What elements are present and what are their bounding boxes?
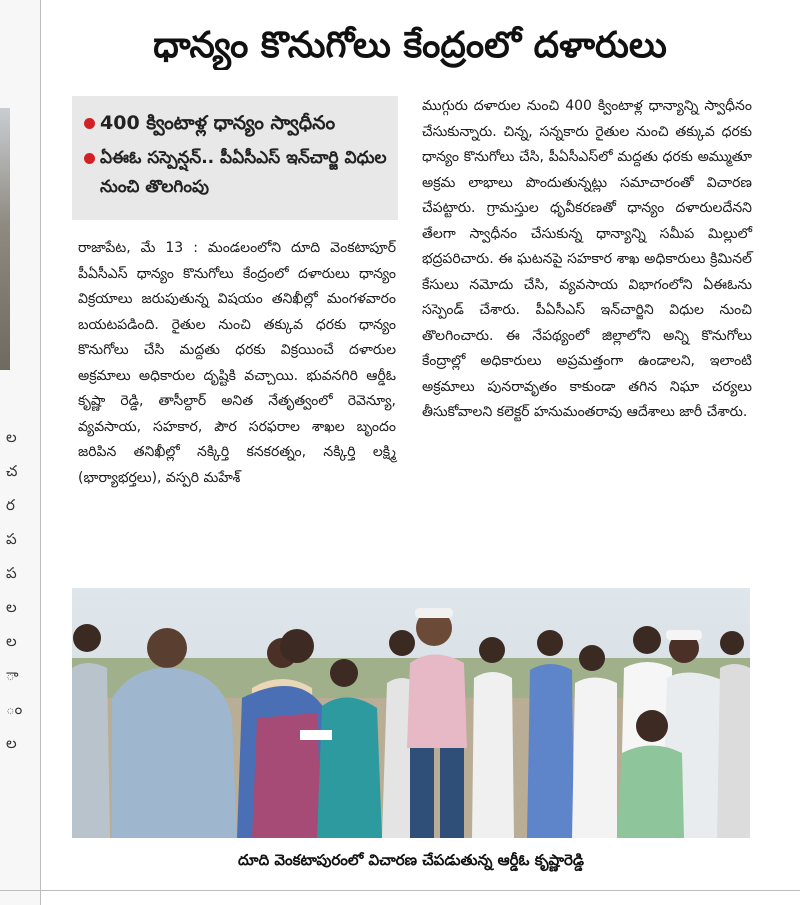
adjacent-fragment: ల [6, 632, 17, 650]
page-divider [0, 890, 800, 891]
news-photo-illustration [72, 588, 750, 838]
article-body-right-column [422, 94, 752, 426]
adjacent-photo-edge [0, 108, 10, 370]
bullet-icon [84, 118, 95, 129]
highlight-text: ఏఈఓ సస్పెన్షన్.. పీఏసీఎస్ ఇన్‌చార్జి విధుల నుంచి తొలగింపు [100, 148, 387, 197]
adjacent-fragment: ప [6, 530, 17, 548]
adjacent-fragment: ప [6, 564, 17, 582]
adjacent-fragment: ల [6, 598, 17, 616]
photo-caption: దూది వెంకటాపురంలో విచారణ చేపడుతున్న ఆర్డీఓ కృష్ణారెడ్డి [237, 851, 585, 869]
highlight-text: 400 క్వింటాళ్ల ధాన్యం స్వాధీనం [100, 112, 336, 134]
highlights-box [72, 96, 398, 220]
adjacent-fragment: ా [6, 666, 19, 684]
adjacent-column-text [6, 420, 32, 760]
adjacent-fragment: ల [6, 428, 17, 446]
adjacent-fragment: ర [6, 496, 15, 514]
adjacent-fragment: ం [6, 700, 23, 718]
adjacent-fragment: చ [6, 462, 18, 480]
highlight-item [72, 144, 398, 202]
adjacent-article-strip [0, 0, 41, 905]
article-body-left-column [78, 236, 396, 491]
bullet-icon [84, 153, 95, 164]
article-headline: ధాన్యం కొనుగోలు కేంద్రంలో దళారులు [153, 25, 667, 66]
body-paragraph: రాజాపేట, మే 13 : మండలంలోని దూది వెంకటాపూర్ పీఏసీఎస్ ధాన్యం కొనుగోలు కేంద్రంలో దళారులు ధాన్యం విక్రయాలు జరుపుతున్న విషయం తనిఖీల్లో మంగళవారం బయటపడింది. రైతుల నుంచి తక్కువ ధరకు ధాన్యం కొనుగోలు చేసి మద్దతు ధరకు విక్రయించే దళారుల అక్రమాలు అధికారుల దృష్టికి వచ్చాయి. భువనగిరి ఆర్డీఓ కృష్ణా రెడ్డి, తాసీల్దార్ అనిత నేతృత్వంలో రెవెన్యూ, వ్యవసాయ, సహకార, పౌర సరఫరాల శాఖల బృందం జరిపిన తనిఖీల్లో నక్కిర్తి కనకరత్నం, నక్కిర్తి లక్ష్మి (భార్యాభర్తలు), వస్పరి మహేశ్ [78, 240, 396, 486]
body-paragraph: ముగ్గురు దళారుల నుంచి 400 క్వింటాళ్ల ధాన్యాన్ని స్వాధీనం చేసుకున్నారు. చిన్న, సన్నకారు రైతుల నుంచి తక్కువ ధరకు ధాన్యం కొనుగోలు చేసి, పీఏసీఎస్‌లో మద్దతు ధరకు అమ్ముతూ అక్రమ లాభాలు పొందుతున్నట్లు సమాచారంతో విచారణ చేపట్టారు. గ్రామస్తుల ధృవీకరణతో ధాన్యం దళారులదేనని తేలగా స్వాధీనం చేసుకున్న ధాన్యాన్ని సమీప మిల్లులో భద్రపరిచారు. ఈ ఘటనపై సహకార శాఖ అధికారులు క్రిమినల్ కేసులు నమోదు చేసి, వ్యవసాయ విభాగంలోని ఏఈఓను సస్పెండ్ చేశారు. పీఏసీఎస్ ఇన్‌చార్జిని విధుల నుంచి తొలగించారు. ఈ నేపథ్యంలో జిల్లాలోని అన్ని కొనుగోలు కేంద్రాల్లో అధికారులు అప్రమత్తంగా ఉండాలని, ఇలాంటి అక్రమాలు పునరావృతం కాకుండా తగిన నిఘా చర్యలు తీసుకోవాలని కలెక్టర్ హనుమంతరావు ఆదేశాలు జారీ చేశారు. [422, 98, 752, 420]
news-photo [72, 588, 750, 838]
highlight-item [72, 108, 398, 138]
adjacent-fragment: ల [6, 734, 17, 752]
